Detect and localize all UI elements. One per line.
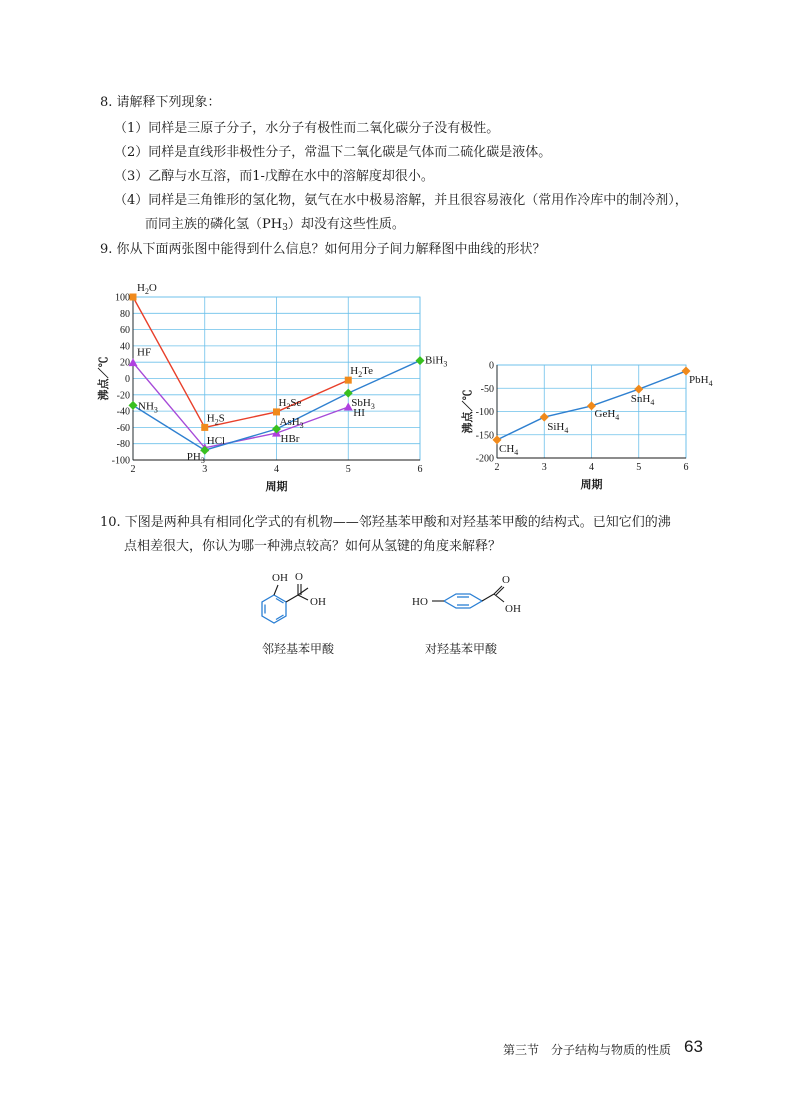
chart-left-point-label: $H_2Se$ [278,396,302,411]
chart-right-x-tick-label: 5 [636,462,642,473]
chart-left-x-tick-label: 6 [417,464,423,475]
chart-left-data-point [273,408,280,415]
para-hydroxybenzoic-acid-structure [410,568,540,638]
q8-item-1: （1）同样是三原子分子，水分子有极性而二氧化碳分子没有极性。 [114,121,500,136]
q10-line-2: 点相差很大，你认为哪一种沸点较高？如何从氢键的角度来解释？ [124,539,502,554]
para-carbonyl-o: O [502,574,510,586]
chart-left-x-tick-label: 4 [274,464,279,475]
chart-left-data-point [416,356,425,365]
para-ho: HO [412,596,428,608]
chart-left-y-tick-label: -60 [116,422,130,434]
chart-left-point-label: HCl [206,434,226,447]
ortho-carbonyl-o: O [295,571,303,583]
chart-left-x-tick-label: 3 [202,464,208,475]
chart-left-y-tick-label: 20 [120,357,130,369]
chart-left-x-tick-label: 2 [130,464,136,475]
chart-left-x-axis-label: 周期 [265,481,288,493]
chart-left-point-label: HI [353,407,365,420]
chart-left-point-label: AsH$_3$ [279,416,304,431]
chart-left-point-label: BiH$_3$ [425,354,448,369]
chart-right-y-tick-label: 0 [489,360,494,372]
chart-right-y-tick-label: -200 [475,453,494,465]
q8-item-2: （2）同样是直线形非极性分子，常温下二氧化碳是气体而二硫化碳是液体。 [114,145,552,160]
ortho-hydroxybenzoic-acid-structure [252,568,362,638]
chart-right [450,355,713,495]
chart-left-y-tick-label: 100 [115,292,130,304]
para-caption: 对羟基苯甲酸 [425,642,498,656]
chart-left-y-tick-label: 60 [120,325,130,337]
chart-right-grid [497,365,686,458]
chart-left-point-label: HBr [280,433,300,446]
chart-left-y-tick-label: -40 [116,406,130,418]
page-number: 63 [684,1037,703,1056]
q8-item-4: （4）同样是三角锥形的氢化物，氨气在水中极易溶解，并且很容易液化（常用作冷库中的制冷剂）， [114,193,688,208]
chart-right-x-axis-label: 周期 [580,479,603,491]
chart-right-y-axis-label: 沸点／℃ [462,389,474,434]
footer-section-title: 第三节 分子结构与物质的性质 [503,1043,672,1057]
chart-left-data-point [201,424,208,431]
chart-right-x-tick-label: 2 [494,462,500,473]
chart-right-x-tick-label: 3 [541,462,547,473]
chart-left-y-tick-label: -80 [116,439,130,451]
chart-right-point-label: PbH$_4$ [689,374,713,389]
chart-left-y-tick-label: -20 [116,390,130,402]
chart-left-series-line-1 [133,363,348,448]
chart-right-y-tick-label: -150 [475,430,494,442]
para-oh-acid: OH [505,603,521,615]
chart-right-point-label: $CH_4$ [499,442,519,457]
chart-left [95,280,448,495]
q10-line-1: 10. 下图是两种具有相同化学式的有机物——邻羟基苯甲酸和对羟基苯甲酸的结构式。已知它们的沸 [100,515,671,530]
chart-left-point-label: $PH_3$ [186,451,205,466]
chart-right-y-tick-label: -50 [480,383,494,395]
chart-right-x-tick-label: 4 [589,462,594,473]
chart-left-data-point [130,294,137,301]
chart-left-y-tick-label: 80 [120,308,130,320]
q8-title: 8. 请解释下列现象： [100,95,221,110]
q9-title: 9. 你从下面两张图中能得到什么信息？如何用分子间力解释图中曲线的形状？ [100,242,546,257]
chart-right-point-label: SnH$_4$ [630,393,655,408]
chart-right-point-label: SiH$_4$ [547,421,569,436]
chart-right-point-label: GeH$_4$ [594,407,620,422]
chart-left-point-label: SbH$_3$ [351,397,375,412]
ortho-oh-acid: OH [310,596,326,608]
chart-left-y-tick-label: 0 [125,374,130,385]
q8-item-4-cont: 而同主族的磷化氢$(PH_3)$却没有这些性质。 [145,217,405,233]
chart-left-point-label: HF [137,346,152,359]
ortho-caption: 邻羟基苯甲酸 [262,642,335,656]
q8-item-3: （3）乙醇与水互溶，而1-戊醇在水中的溶解度却很小。 [114,169,434,184]
ortho-oh-top: OH [272,572,288,584]
chart-left-y-axis-label: 沸点／℃ [98,356,110,401]
chart-left-y-tick-label: 40 [120,341,130,353]
chart-left-point-label: $NH_3$ [138,400,158,415]
chart-left-x-tick-label: 5 [345,464,351,475]
chart-left-point-label: $H_2Te$ [350,365,373,380]
chart-left-point-label: $H_2S$ [206,412,225,427]
chart-left-y-tick-label: -100 [111,455,130,467]
chart-left-point-label: $H_2O$ [137,282,157,296]
chart-right-y-tick-label: -100 [475,407,494,418]
chart-right-x-tick-label: 6 [683,462,689,473]
chart-left-data-point [345,377,352,384]
benzene-ring [444,594,482,608]
